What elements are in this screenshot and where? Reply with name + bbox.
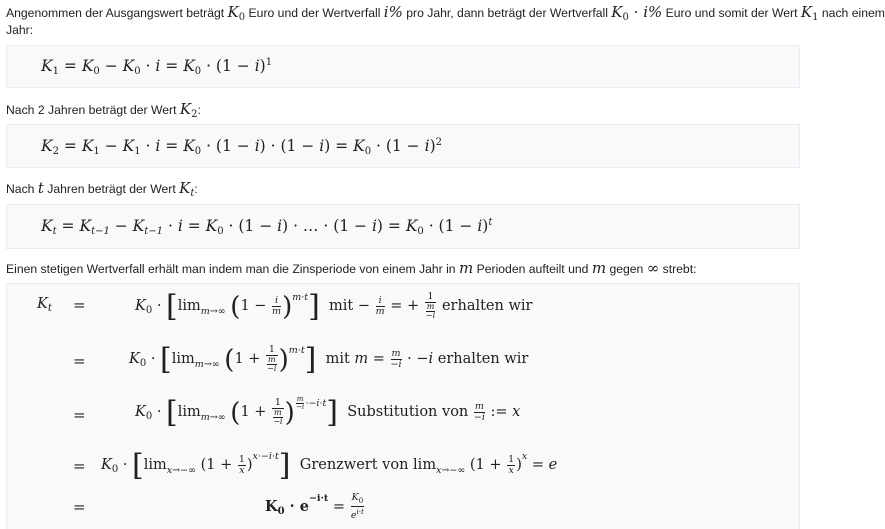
formula-i-percent: i% [383,3,403,21]
derivation-row-1-text: mit [329,298,354,314]
derivation-row-4-rhs: $K_0 \cdot [\lim_{x\to-\infty}$ (1 + $\frac{1}{x}$ )$^{x\cdot-i\cdot t}$] Grenzwert von $\lim_{x\to-\infty} (1$ + $\frac{1}{x}$ )$^x$ = e [101,448,558,483]
formula-k0-i-percent: $K_0 \cdot i\%$ [611,3,663,23]
after-2-years-colon: : [197,103,201,117]
formula-kt-equation: $Kt = Kt-1 - Kt-1 \cdot i = K_0 \cdot (1 - i)$ · … · $(1 - i) = K_0 \cdot (1 - i)^t$ [41,217,493,237]
derivation-box [6,283,800,529]
after-2-years-text: Nach 2 Jahren beträgt der Wert [6,103,177,117]
after-t-years-paragraph [6,179,198,203]
intro-text-3: pro Jahr, dann beträgt der Wertverfall [406,6,608,20]
continuous-text-4: strebt: [662,262,697,276]
derivation-row-4-eq: = [73,457,86,475]
formula-infinity: ∞ [646,259,660,277]
after-t-years-colon: : [194,182,198,196]
after-t-years-text-2: Jahren beträgt der Wert [47,182,176,196]
derivation-row-5-rhs: $K_0 \cdot e^{-i\cdot t}$ = $\frac{K_0}{e^{i\cdot t}}$ [265,492,364,522]
continuous-text-3: gegen [609,262,644,276]
derivation-row-3-rhs: $K_0 \cdot [\lim_{m\to\infty}$ (1 + 1 m −i ) $^{\frac{m}{-i} \cdot-i\cdot t}$] Substitution von $\frac{m}{-i}$ := x [135,395,521,430]
formula-m: m [458,259,474,277]
formula-k1-equation: $K_1 = K_0 - K_0 \cdot i = K_0 \cdot (1 - i)^1$ [41,57,273,77]
intro-text-2: Euro und der Wertverfall [248,6,381,20]
derivation-row-2-tail: erhalten wir [437,351,529,367]
formula-k1: $K_1$ [800,3,819,23]
formula-k2: $K_2$ [179,100,198,120]
derivation-row-1-tail: erhalten wir [441,298,533,314]
formula-box-kt [6,204,800,249]
formula-kt: $K_t$ [179,179,195,199]
formula-box-k2 [6,124,800,168]
derivation-row-3-text: Substitution von [347,404,469,420]
intro-text-1: Angenommen der Ausgangswert beträgt [6,6,225,20]
formula-box-k1 [6,45,800,88]
derivation-row-4-text: Grenzwert von [299,457,409,473]
formula-t: t [37,179,44,197]
intro-line-2: Jahr: [6,23,34,37]
intro-text-4: Euro und somit der Wert [665,6,798,20]
continuous-paragraph [6,259,696,279]
after-2-years-paragraph [6,100,201,124]
formula-m-2: m [591,259,607,277]
formula-k0: $K_0$ [227,3,246,23]
continuous-text-2: Perioden aufteilt und [476,262,589,276]
derivation-row-1-lhs: $K_t$ [37,296,52,314]
derivation-row-3-eq: = [73,406,86,424]
continuous-text-1: Einen stetigen Wertverfall erhält man indem man die Zinsperiode von einem Jahr in [6,262,456,276]
formula-k2-equation: $K_2 = K_1 - K_1 \cdot i = K_0 \cdot (1 - i) \cdot (1 - i) = K_0 \cdot (1 - i)^2$ [41,137,442,157]
intro-text-5: nach einem [821,6,885,20]
after-t-years-text-1: Nach [6,182,35,196]
derivation-row-5-eq: = [73,498,86,516]
derivation-row-2-eq: = [73,352,86,370]
derivation-row-1-rhs: $K_0 \cdot [\lim_{m\to\infty}$ (1 − $\frac{i}{m}$ )$^{m\cdot t}$] mit − $\frac{i}{m}$ = + 1 m −i erhalten wir [135,289,533,324]
intro-paragraph [6,3,885,27]
derivation-row-1-eq: = [73,296,86,314]
derivation-row-2-rhs: $K_0 \cdot [\lim_{m\to\infty}$ (1 + 1 m −i )$^{m\cdot t}$] mit m = $\frac{m}{-i}$ · −i erhalten wir [129,342,529,377]
derivation-row-2-text: mit [325,351,350,367]
